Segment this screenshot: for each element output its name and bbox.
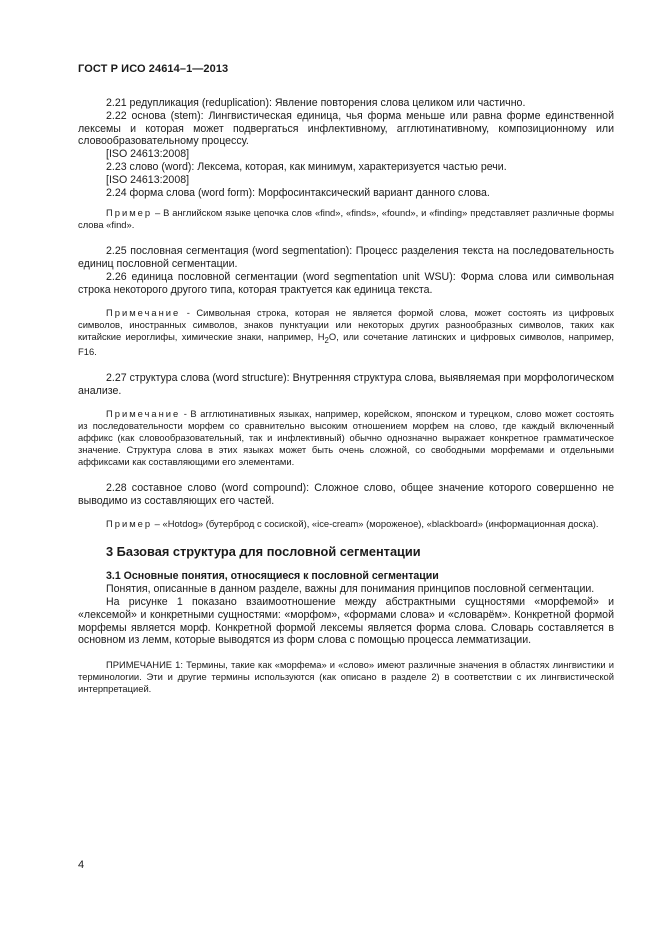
section-3-1-heading: 3.1 Основные понятия, относящиеся к пословной сегментации — [106, 570, 439, 583]
reference-2: [ISO 24613:2008] — [106, 173, 190, 186]
note-1: Примечание - Символьная строка, которая не является формой слова, может состоять из цифровых символов, иностранных символов, знаков пунктуации или некоторых других разнообразных символов, таких как китайские иероглифы, химические знаки, например, $H_2O$, или сочетание латинских и цифровых символов, например, F16. — [78, 306, 614, 358]
entry-2-26: 2.26 единица пословной сегментации (word segmentation unit WSU): Форма слова или символьная строка некоторого другого типа, которая трактуется как единица текста. — [78, 270, 614, 296]
example-1: Пример – В английском языке цепочка слов «find», «finds», «found», и «finding» представляет различные формы слова «find». — [78, 207, 614, 231]
note-label: Примечание — [106, 306, 181, 318]
section-note-1: ПРИМЕЧАНИЕ 1: Термины, такие как «морфема» и «слово» имеют различные значения в областях лингвистики и терминологии. Эти и другие термины используются (как описано в разделе 2) в соответствии с их лингвистической интерпретацией. — [78, 659, 614, 695]
section-3-1-paragraph-2: На рисунке 1 показано взаимоотношение между абстрактными сущностями «морфемой» и «лексемой» и конкретными сущностями: «морфом», «формами слова» и «словарём». Конкретной формой морфемы является морф. Конкретной формой лексемы является форма слова. Словарь составляется в основном из лемм, которые выводятся из форм слова с помощью процесса лемматизации. — [78, 596, 614, 647]
document-header: ГОСТ Р ИСО 24614–1—2013 — [78, 63, 229, 75]
example-label: Пример — [106, 517, 153, 529]
note-2: Примечание - В агглютинативных языках, например, корейском, японском и турецком, слово может состоять из последовательности морфем со сравнительно высоким отношением морфем на слово, где каждый включенный аффикс (как словообразовательный, так и инфлективный) обычно однозначно выражает конкретное грамматическое значение. Структура слова в этих языках может быть очень сложной, со свободными морфемами и отдельными аффиксами как составляющими его элементами. — [78, 408, 614, 468]
section-3-1-paragraph-1: Понятия, описанные в данном разделе, важны для понимания принципов пословной сегментации. — [106, 583, 595, 596]
example-label: Пример — [106, 207, 153, 219]
entry-2-23: 2.23 слово (word): Лексема, которая, как минимум, характеризуется частью речи. — [106, 160, 507, 173]
entry-2-22: 2.22 основа (stem): Лингвистическая единица, чья форма меньше или равна форме единственной лексемы и которая может подвергаться инфлективному, агглютинативному, композиционному или словообразовательному процессу. — [78, 109, 614, 148]
note-label: Примечание — [106, 408, 181, 420]
example-2: Пример – «Hotdog» (бутерброд с сосиской), «ice-cream» (мороженое), «blackboard» (информационная доска). — [106, 517, 599, 529]
section-3-heading: 3 Базовая структура для пословной сегментации — [106, 543, 421, 559]
entry-2-21: 2.21 редупликация (reduplication): Явление повторения слова целиком или частично. — [106, 97, 526, 109]
reference-1: [ISO 24613:2008] — [106, 148, 190, 161]
page-number: 4 — [78, 859, 85, 871]
document-body — [78, 97, 614, 695]
entry-2-27: 2.27 структура слова (word structure): Внутренняя структура слова, выявляемая при морфологическом анализе. — [78, 372, 614, 398]
entry-2-25: 2.25 пословная сегментация (word segmentation): Процесс разделения текста на последовательность единиц пословной сегментации. — [78, 245, 614, 271]
entry-2-28: 2.28 составное слово (word compound): Сложное слово, общее значение которого совершенно не выводимо из составляющих его частей. — [78, 482, 614, 507]
entry-2-24: 2.24 форма слова (word form): Морфосинтаксический вариант данного слова. — [106, 186, 490, 199]
